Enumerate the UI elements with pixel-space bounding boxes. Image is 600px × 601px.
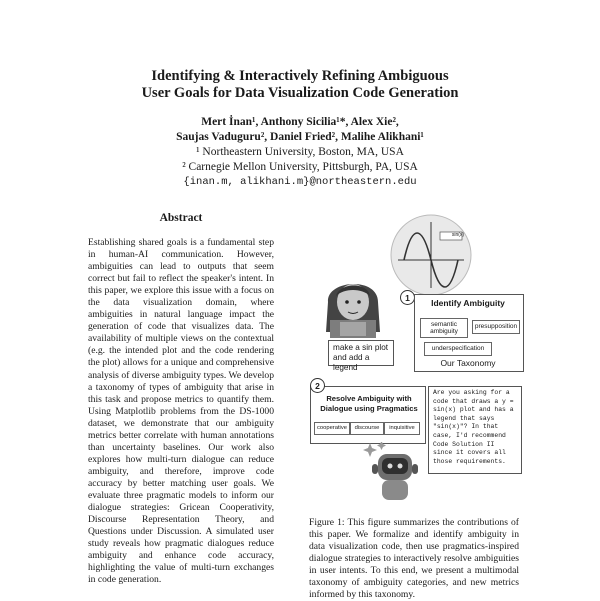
figure-caption-text: Figure 1: This figure summarizes the contributions of this paper. We formalize and identify ambiguity in data visualization code, then use pragmatics-inspired dialogue strategies to interactively resolve ambiguities in user intents. To this end, we present a multimodal taxonomy of ambiguity categories, and new metrics informed by this taxonomy. — [309, 517, 519, 601]
authors-line-2: Saujas Vaduguru², Daniel Fried², Malihe Alikhani¹ — [176, 131, 424, 143]
pragmatic-chip-cooperative: cooperative — [314, 422, 350, 435]
user-avatar-icon — [322, 272, 384, 340]
taxonomy-title: Our Taxonomy — [440, 358, 496, 368]
abstract-body — [88, 237, 274, 586]
taxonomy-chip-underspecification: underspecification — [424, 342, 492, 356]
taxonomy-chip-semantic: semantic ambiguity — [420, 318, 468, 338]
figure-1 — [306, 214, 524, 510]
user-request-text: make a sin plot and add a legend — [333, 343, 389, 372]
figure-caption — [309, 517, 519, 601]
pragmatic-chip-inquisitive: inquisitive — [384, 422, 420, 435]
assistant-reply-bubble — [428, 386, 522, 474]
taxonomy-chip-presupposition: presupposition — [472, 320, 520, 334]
identify-ambiguity-title: Identify Ambiguity — [431, 298, 505, 308]
paper-title-line-2: User Goals for Data Visualization Code Generation — [141, 85, 459, 101]
step-2-badge: 2 — [310, 378, 325, 393]
user-request-bubble — [328, 340, 394, 372]
step-1-badge: 1 — [400, 290, 415, 305]
paper-title-line-1: Identifying & Interactively Refining Ambiguous — [151, 68, 449, 84]
sine-plot-illustration — [390, 214, 472, 296]
resolve-ambiguity-title: Resolve Ambiguity with Dialogue using Pragmatics — [320, 394, 418, 413]
pragmatic-chip-discourse: discourse — [350, 422, 384, 435]
affiliation-2: ² Carnegie Mellon University, Pittsburgh, PA, USA — [182, 161, 418, 173]
affiliation-1: ¹ Northeastern University, Boston, MA, USA — [196, 146, 404, 158]
legend-label: sin(x) — [451, 232, 465, 238]
author-email: {inan.m, alikhani.m}@northeastern.edu — [183, 176, 417, 188]
abstract-heading: Abstract — [159, 212, 203, 224]
robot-assistant-icon — [360, 442, 424, 504]
authors-line-1: Mert İnan¹, Anthony Sicilia¹*, Alex Xie², — [201, 116, 399, 128]
assistant-reply-text: Are you asking for a code that draws a y = sin(x) plot and has a legend that says "sin(x)"? In that case, I'd recommend Code Solution II since it covers all those requirements. — [433, 389, 514, 465]
abstract-text: Establishing shared goals is a fundamental step in human-AI communication. However, ambiguities can lead to outputs that seem correct but fail to reflect the speaker's intent. In this paper, we explore this issue with a focus on the data visualization domain, where ambiguities in natural language impact the generation of code that visualizes data. The availability of multiple views on the contextual (e.g. the intended plot and the code rendering the plot) allows for a unique and comprehensive analysis of diverse ambiguity types. We develop a taxonomy of types of ambiguity that arise in this task and propose metrics to quantify them. Using Matplotlib problems from the DS-1000 dataset, we demonstrate that our ambiguity metrics better correlate with human annotations than uncertainty baselines. Our work also explores how multi-turn dialogue can reduce ambiguity, and therefore, improve code accuracy by better matching user goals. We evaluate three pragmatic models to inform our dialogue strategies: Gricean Cooperativity, Discourse Representation Theory, and Questions under Discussion. A simulated user study reveals how pragmatic dialogues reduce ambiguity and enhance code accuracy, highlighting the value of multi-turn exchanges in code generation. — [88, 237, 274, 586]
